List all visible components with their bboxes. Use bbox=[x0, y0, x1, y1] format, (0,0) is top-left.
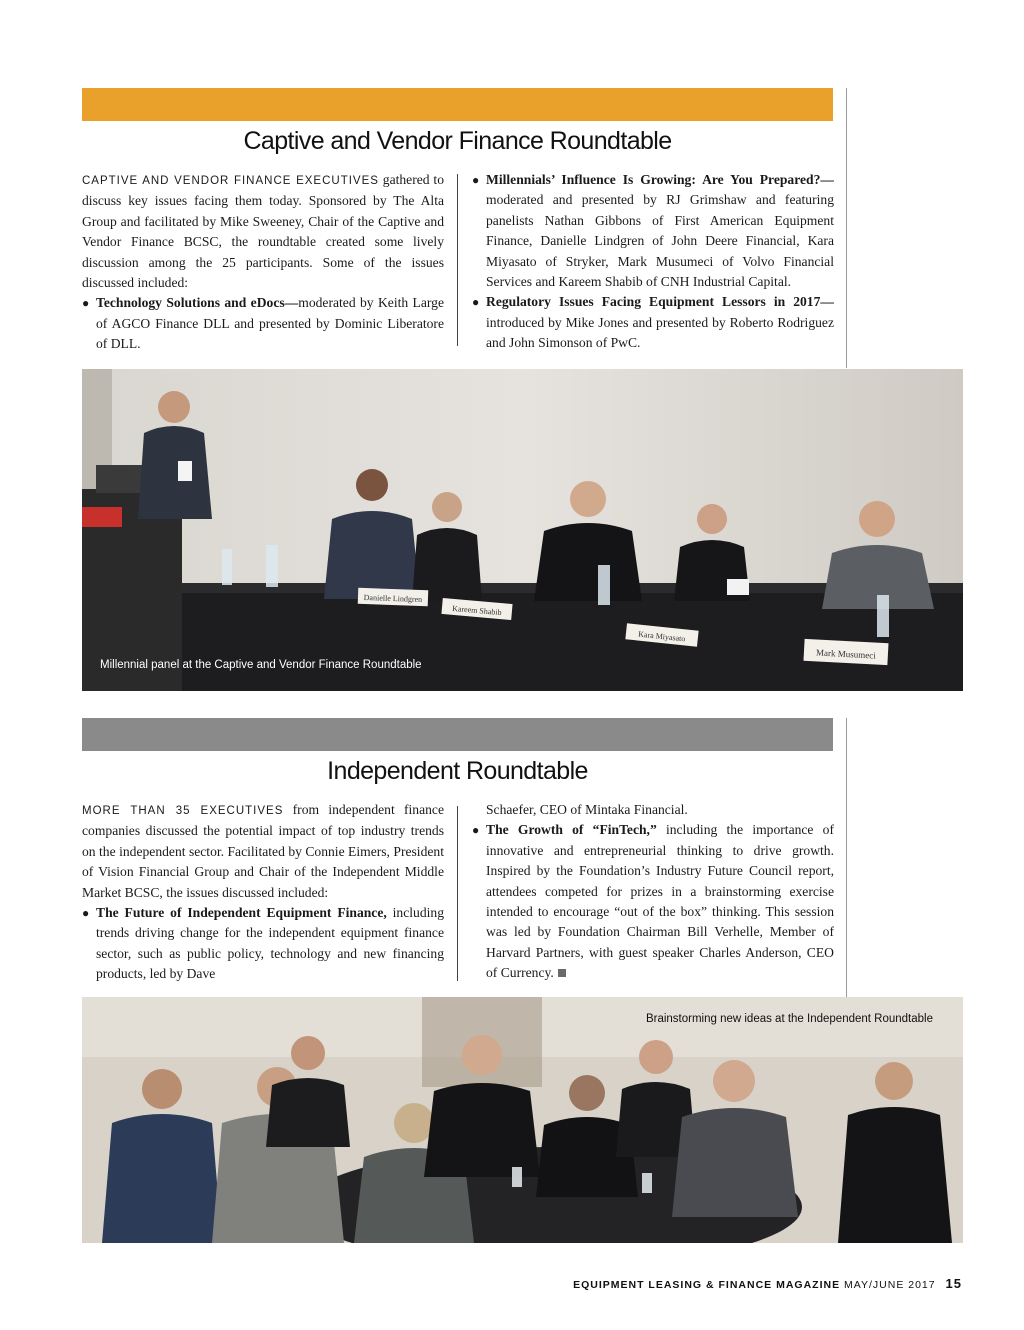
bullet-heading: The Growth of “FinTech,” bbox=[486, 822, 657, 838]
independent-column-rule bbox=[457, 806, 458, 981]
end-mark-icon bbox=[558, 969, 566, 977]
independent-intro-text: from independent finance companies discussed the potential impact of top industry trends on the independent sector. Facilitated by Connie Eimers, President of Vision Financial Group and Chair of the Independent Middle Market BCSC, the issues discussed included: bbox=[82, 802, 444, 900]
nameplate-miyasato: Kara Miyasato bbox=[637, 629, 686, 644]
captive-right-column bbox=[472, 170, 834, 354]
independent-intro bbox=[82, 800, 444, 903]
independent-bullet-1 bbox=[82, 903, 444, 985]
captive-bullet-3 bbox=[472, 292, 834, 353]
panel-photo-caption: Millennial panel at the Captive and Vendor Finance Roundtable bbox=[100, 659, 422, 671]
independent-bullet-2 bbox=[472, 820, 834, 983]
nameplate-musumeci: Mark Musumeci bbox=[815, 647, 876, 661]
independent-continuation: Schaefer, CEO of Mintaka Financial. bbox=[486, 802, 688, 817]
footer-issue: MAY/JUNE 2017 bbox=[844, 1279, 936, 1291]
captive-bullet-1 bbox=[82, 293, 444, 354]
footer-magazine: EQUIPMENT LEASING & FINANCE MAGAZINE bbox=[573, 1279, 841, 1291]
section-title-independent: Independent Roundtable bbox=[327, 757, 588, 785]
bullet-heading: Regulatory Issues Facing Equipment Lessors in 2017— bbox=[486, 294, 834, 310]
section-band-gray bbox=[82, 718, 833, 751]
bullet-heading: Millennials’ Influence Is Growing: Are You Prepared?— bbox=[486, 172, 834, 187]
page-footer bbox=[573, 1276, 962, 1291]
section-band-orange bbox=[82, 88, 833, 121]
captive-lead: CAPTIVE AND VENDOR FINANCE EXECUTIVES bbox=[82, 175, 379, 187]
bullet-dot-icon: ● bbox=[472, 295, 480, 310]
nameplate-shabib: Kareem Shabib bbox=[451, 603, 502, 618]
bullet-dot-icon: ● bbox=[82, 906, 90, 921]
nameplate-lindgren: Danielle Lindgren bbox=[363, 592, 423, 605]
captive-intro bbox=[82, 170, 444, 293]
bullet-dot-icon: ● bbox=[472, 173, 480, 187]
independent-lead: MORE THAN 35 EXECUTIVES bbox=[82, 805, 284, 817]
bullet-text: moderated by Keith Large of AGCO Finance DLL and presented by Dominic Liberatore of DLL. bbox=[96, 295, 445, 352]
captive-column-rule bbox=[457, 174, 458, 346]
panel-photo-illustration bbox=[82, 369, 963, 691]
captive-intro-text: gathered to discuss key issues facing them today. Sponsored by The Alta Group and facilitated by Mike Sweeney, Chair of the Captive and Vendor Finance BCSC, the roundtable created some lively discussion among the 25 participants. Some of the issues discussed included: bbox=[82, 172, 444, 291]
section-title-captive: Captive and Vendor Finance Roundtable bbox=[243, 127, 672, 155]
bullet-text: including the importance of innovative and entrepreneurial thinking to drive growth. Inspired by the Foundation’s Industry Future Council report, attendees competed for prizes in a brainstorming exercise intended to encourage “out of the box” thinking. This session was led by Foundation Chairman Bill Verhelle, Member of Harvard Partners, with guest speaker Charles Anderson, CEO of Currency. bbox=[486, 822, 834, 981]
panel-photo bbox=[82, 369, 963, 691]
bullet-dot-icon: ● bbox=[82, 296, 90, 311]
brainstorm-photo-illustration bbox=[82, 997, 963, 1243]
bullet-dot-icon: ● bbox=[472, 823, 480, 838]
independent-left-column bbox=[82, 800, 444, 985]
page-number: 15 bbox=[945, 1276, 962, 1291]
bullet-heading: The Future of Independent Equipment Finance, bbox=[96, 905, 387, 921]
bullet-text: moderated and presented by RJ Grimshaw and featuring panelists Nathan Gibbons of First American Equipment Finance, Danielle Lindgren of John Deere Financial, Kara Miyasato of Stryker, Mark Musumeci of Volvo Financial Services and Kareem Shabib of CNH Industrial Capital. bbox=[486, 192, 834, 290]
bullet-text: introduced by Mike Jones and presented by Roberto Rodriguez and John Simonson of PwC. bbox=[486, 314, 834, 351]
captive-left-column bbox=[82, 170, 444, 355]
page-rule-bottom bbox=[846, 718, 847, 998]
bullet-text: including trends driving change for the independent equipment finance sector, such as public policy, technology and new financing products, led by Dave bbox=[96, 905, 444, 982]
brainstorm-photo bbox=[82, 997, 963, 1243]
page-rule-top bbox=[846, 88, 847, 368]
independent-right-column bbox=[472, 800, 834, 984]
brainstorm-photo-caption: Brainstorming new ideas at the Independent Roundtable bbox=[645, 1013, 933, 1025]
captive-bullet-2 bbox=[472, 170, 834, 292]
bullet-heading: Technology Solutions and eDocs— bbox=[96, 295, 299, 311]
